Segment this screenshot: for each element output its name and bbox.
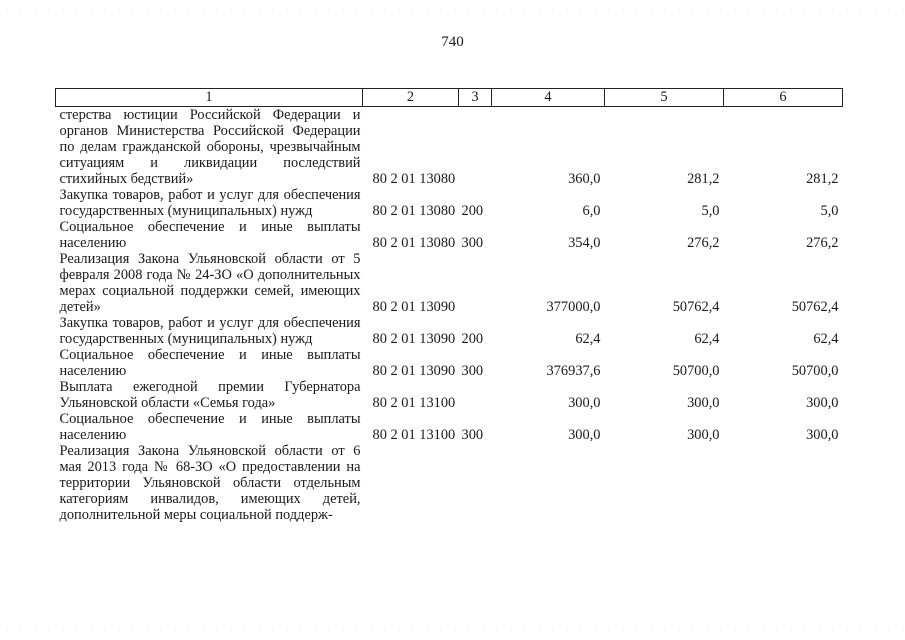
row-amount-col5: 300,0 bbox=[687, 395, 720, 411]
row-amount-col4 bbox=[492, 443, 605, 523]
scan-noise-top bbox=[0, 8, 905, 12]
row-amount-col6: 50762,4 bbox=[791, 299, 839, 315]
row-description: Закупка товаров, работ и услуг для обеспечения государственных (муниципальных) нужд bbox=[59, 315, 361, 347]
table-row bbox=[56, 379, 843, 411]
row-amount-col5: 5,0 bbox=[701, 203, 720, 219]
row-amount-col5: 276,2 bbox=[687, 235, 720, 251]
row-target-code: 80 2 01 13080 bbox=[372, 235, 456, 251]
row-target-code bbox=[363, 443, 459, 523]
row-target-code: 80 2 01 13100 bbox=[372, 395, 456, 411]
row-description: Социальное обеспечение и иные выплаты населению bbox=[59, 347, 361, 379]
row-expense-type bbox=[459, 443, 492, 523]
budget-table bbox=[55, 88, 843, 523]
row-expense-type bbox=[459, 379, 492, 411]
table-row bbox=[56, 251, 843, 315]
row-target-code: 80 2 01 13080 bbox=[372, 171, 456, 187]
row-expense-type: 300 bbox=[461, 235, 484, 251]
row-amount-col5: 62,4 bbox=[694, 331, 720, 347]
table-row bbox=[56, 443, 843, 523]
table-row bbox=[56, 411, 843, 443]
page-number: 740 bbox=[441, 34, 464, 50]
row-amount-col4: 6,0 bbox=[582, 203, 601, 219]
row-amount-col6: 62,4 bbox=[813, 331, 839, 347]
column-header: 6 bbox=[724, 89, 843, 107]
row-amount-col4: 377000,0 bbox=[546, 299, 601, 315]
row-amount-col5: 281,2 bbox=[687, 171, 720, 187]
row-amount-col4: 62,4 bbox=[575, 331, 601, 347]
row-target-code: 80 2 01 13090 bbox=[372, 331, 456, 347]
row-description: Социальное обеспечение и иные выплаты населению bbox=[59, 219, 361, 251]
row-expense-type: 300 bbox=[461, 363, 484, 379]
row-target-code: 80 2 01 13100 bbox=[372, 427, 456, 443]
header-row bbox=[56, 89, 843, 107]
row-description: Реализация Закона Ульяновской области от 6 мая 2013 года № 68-ЗО «О предоставлении на территории Ульяновской области отдельным категориям инвалидов, имеющих детей, дополнительной меры социальной поддерж- bbox=[59, 443, 361, 523]
row-amount-col4: 300,0 bbox=[568, 395, 601, 411]
row-amount-col4: 360,0 bbox=[568, 171, 601, 187]
row-expense-type bbox=[459, 107, 492, 188]
row-amount-col6: 276,2 bbox=[806, 235, 839, 251]
row-description: стерства юстиции Российской Федерации и органов Министерства Российской Федерации по делам гражданской обороны, чрезвычайным ситуациям и ликвидации последствий стихийных бедствий» bbox=[59, 107, 361, 187]
table-body bbox=[56, 107, 843, 524]
row-amount-col5: 50700,0 bbox=[672, 363, 720, 379]
row-amount-col5: 50762,4 bbox=[672, 299, 720, 315]
row-target-code: 80 2 01 13090 bbox=[372, 299, 456, 315]
table-row bbox=[56, 347, 843, 379]
row-expense-type: 200 bbox=[461, 331, 484, 347]
row-amount-col4: 354,0 bbox=[568, 235, 601, 251]
row-expense-type bbox=[459, 251, 492, 315]
row-amount-col6: 300,0 bbox=[806, 395, 839, 411]
column-header: 5 bbox=[605, 89, 724, 107]
row-expense-type: 200 bbox=[461, 203, 484, 219]
column-header: 2 bbox=[363, 89, 459, 107]
row-amount-col4: 300,0 bbox=[568, 427, 601, 443]
row-description: Выплата ежегодной премии Губернатора Ульяновской области «Семья года» bbox=[59, 379, 361, 411]
row-amount-col4: 376937,6 bbox=[546, 363, 601, 379]
column-header: 4 bbox=[492, 89, 605, 107]
row-description: Реализация Закона Ульяновской области от 5 февраля 2008 года № 24-ЗО «О дополнительных мерах социальной поддержки семей, имеющих детей» bbox=[59, 251, 361, 315]
column-header: 3 bbox=[459, 89, 492, 107]
table-row bbox=[56, 219, 843, 251]
row-amount-col6: 50700,0 bbox=[791, 363, 839, 379]
row-amount-col6: 300,0 bbox=[806, 427, 839, 443]
table-header bbox=[56, 89, 843, 107]
row-amount-col5 bbox=[605, 443, 724, 523]
row-amount-col6: 5,0 bbox=[820, 203, 839, 219]
row-expense-type: 300 bbox=[461, 427, 484, 443]
scan-noise-bottom bbox=[0, 628, 905, 632]
row-amount-col6 bbox=[724, 443, 843, 523]
column-header: 1 bbox=[56, 89, 363, 107]
row-description: Социальное обеспечение и иные выплаты населению bbox=[59, 411, 361, 443]
row-amount-col6: 281,2 bbox=[806, 171, 839, 187]
row-target-code: 80 2 01 13090 bbox=[372, 363, 456, 379]
row-target-code: 80 2 01 13080 bbox=[372, 203, 456, 219]
table-row bbox=[56, 107, 843, 188]
row-amount-col5: 300,0 bbox=[687, 427, 720, 443]
table-row bbox=[56, 315, 843, 347]
row-description: Закупка товаров, работ и услуг для обеспечения государственных (муниципальных) нужд bbox=[59, 187, 361, 219]
table-row bbox=[56, 187, 843, 219]
